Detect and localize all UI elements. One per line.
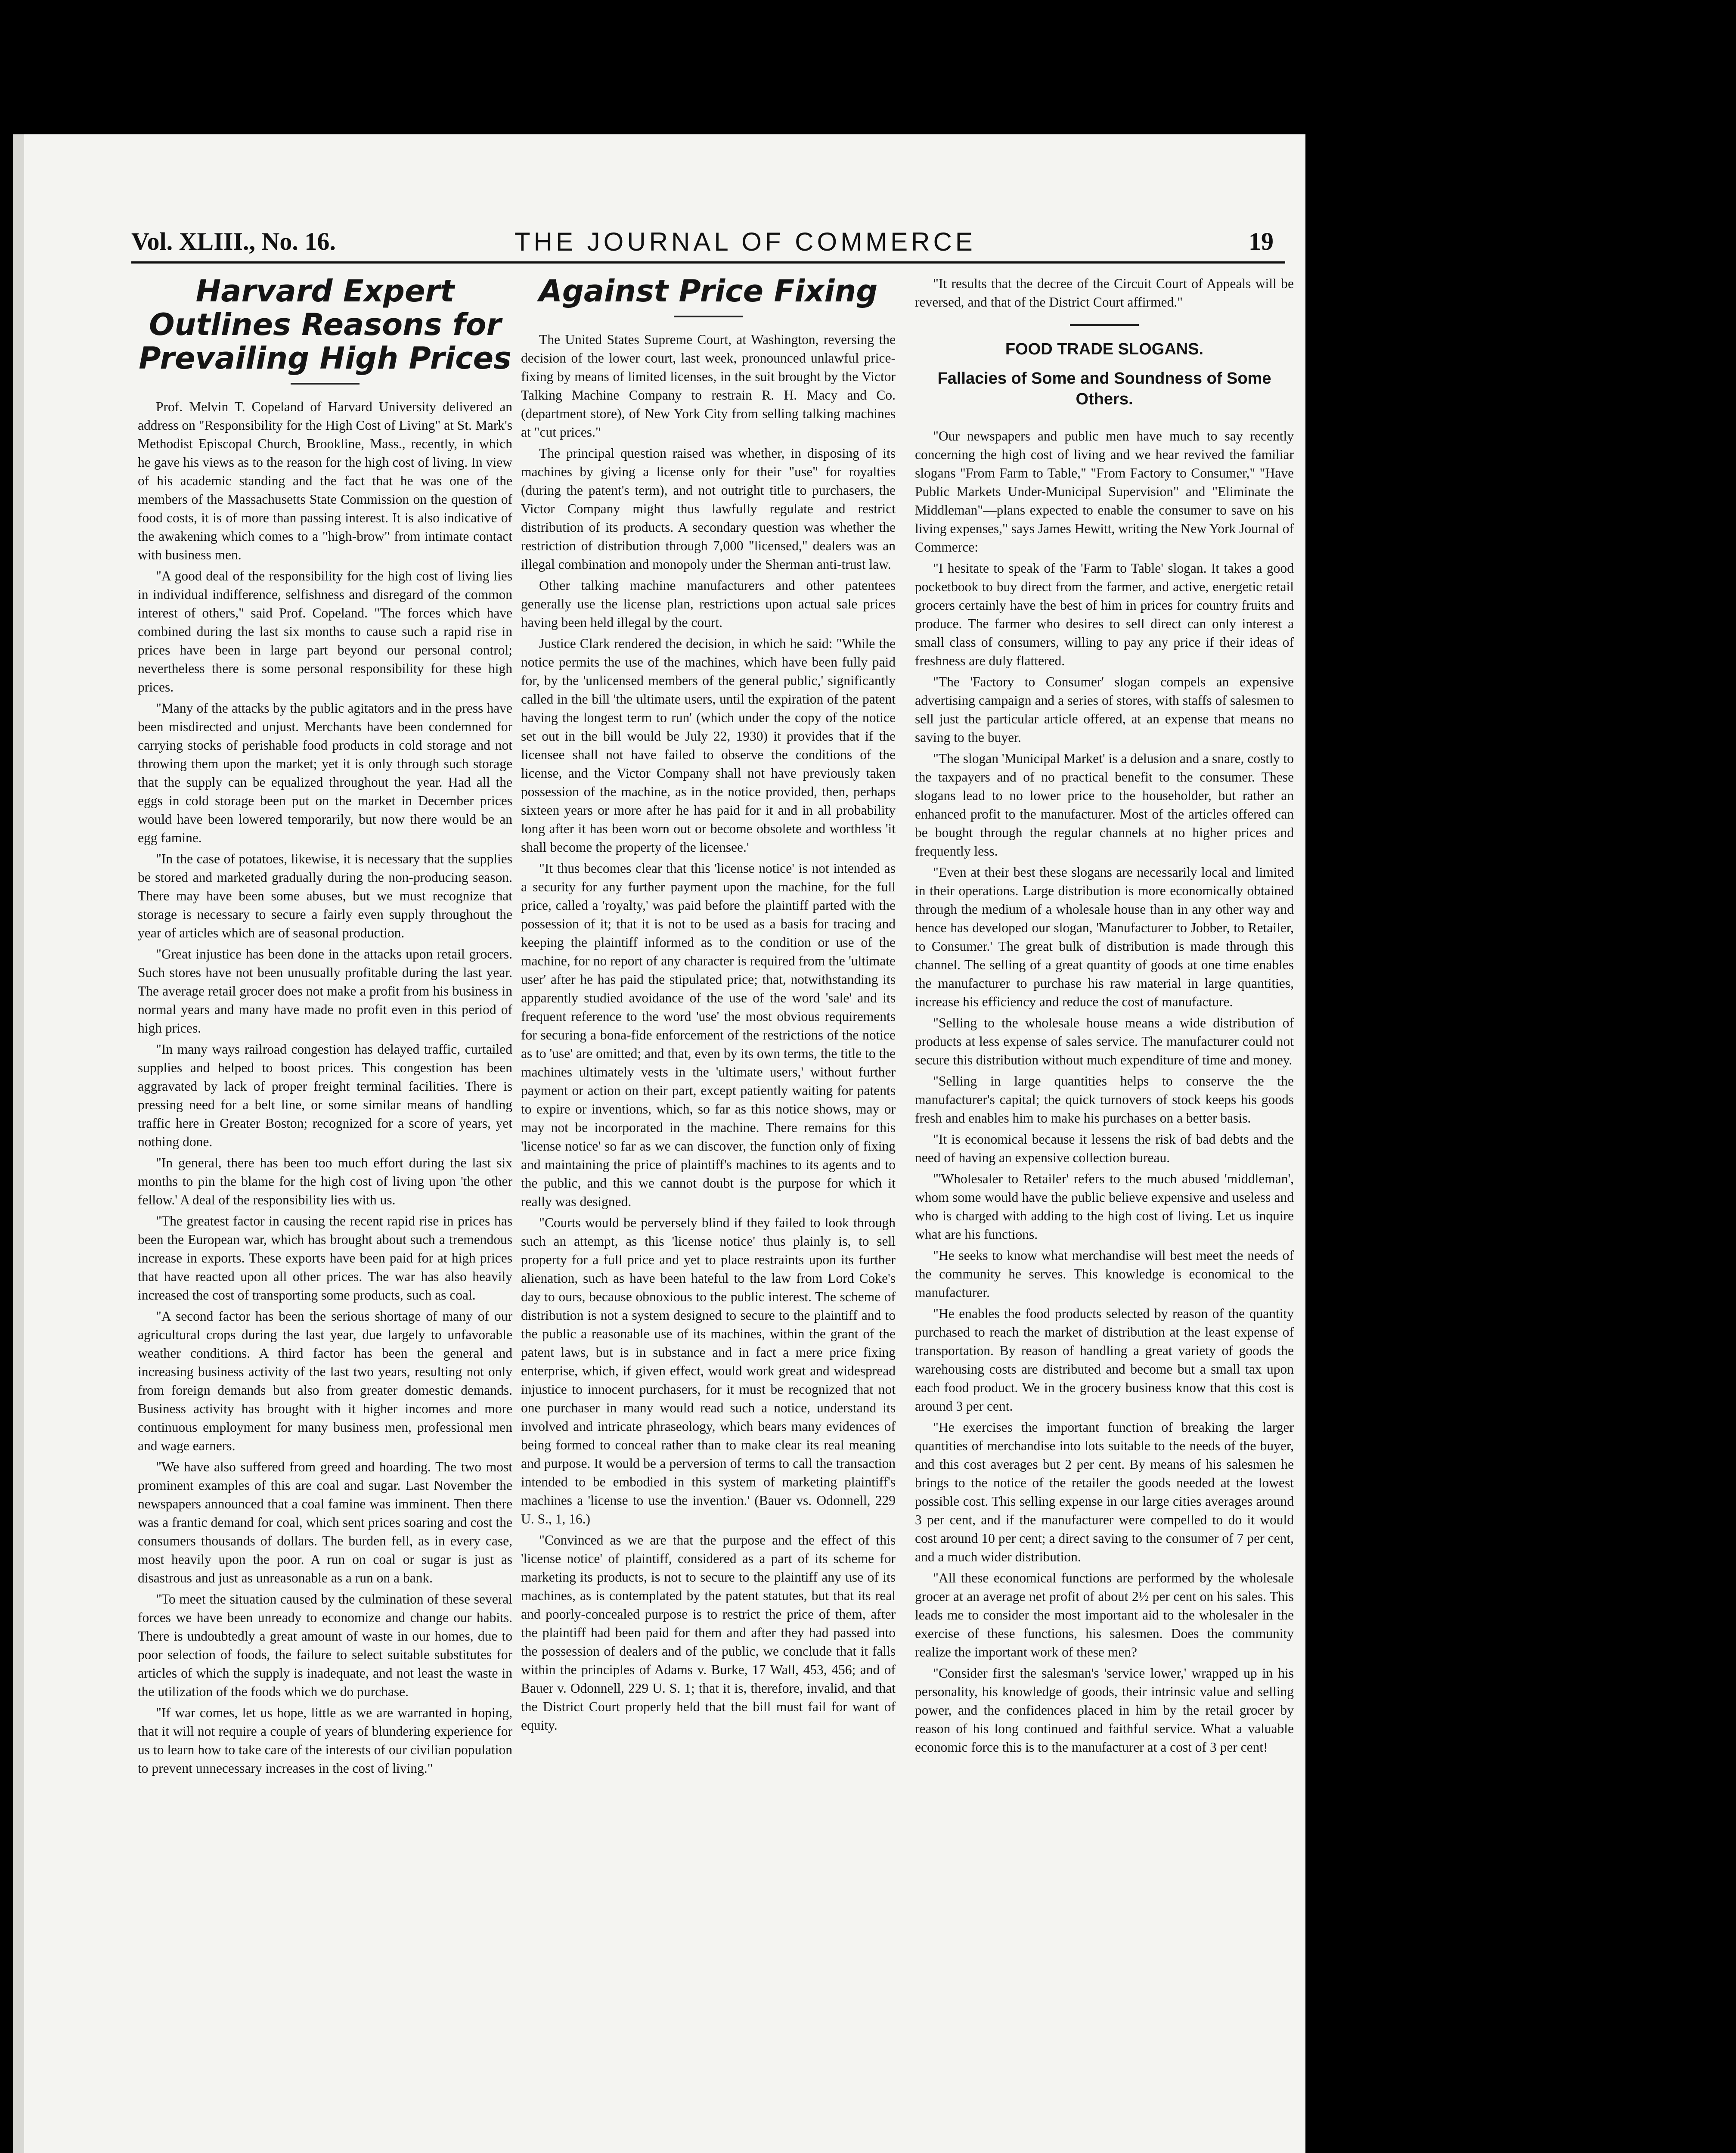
article-1-paragraph: "A second factor has been the serious shortage of many of our agricultural crops during the last year, due largely to unfavorable weather conditions. A third factor has been the general and increasing business activity of the last two years, resulting not only from foreign demands but also from greater domestic demands. Business activity has brought with it higher incomes and more continuous employment for many business men, professional men and wage earners.: [138, 1309, 512, 1453]
article-3-paragraph: "'Wholesaler to Retailer' refers to the much abused 'middleman', whom some would have the public believe expensive and useless and who is charged with adding to the high cost of living. Let us inquire what are his functions.: [915, 1171, 1294, 1242]
article-3-paragraph: "Consider first the salesman's 'service lower,' wrapped up in his personality, his knowledge of goods, their intrinsic value and selling power, and the confidences placed in him by the retail grocer by reason of his long continued and faithful service. What a valuable economic force this is to the manufacturer at a cost of 3 per cent!: [915, 1666, 1294, 1755]
article-3-paragraph: "Selling in large quantities helps to conserve the the manufacturer's capital; the quick turnovers of stock keeps his goods fresh and enables him to make his purchases on a better basis.: [915, 1073, 1294, 1126]
article-2-continuation: "It results that the decree of the Circuit Court of Appeals will be reversed, and that of the District Court affirmed.": [915, 276, 1294, 310]
article-2-paragraph: Justice Clark rendered the decision, in which he said: "While the notice permits the use of the machines, which have been fully paid for, by the 'unlicensed members of the general public,' significantly called in the bill 'the ultimate users, until the expiration of the patent having the longest term to run' (which under the copy of the notice set out in the bill would be July 22, 1930) it provides that if the licensee shall not have failed to observe the conditions of the license, and the Victor Company shall not have previously taken possession of the machine, as in the notice provided, then, perhaps sixteen years or more after he has paid for it and in all probability long after it has been worn out or become obsolete and worthless 'it shall become the property of the licensee.': [521, 636, 896, 855]
article-1-paragraph: "In general, there has been too much effort during the last six months to pin the blame for the high cost of living upon 'the other fellow.' A deal of the responsibility lies with us.: [138, 1155, 512, 1207]
article-1-paragraph: "If war comes, let us hope, little as we are warranted in hoping, that it will not require a couple of years of blundering experience for us to learn how to take care of the interests of our civilian population to prevent unnecessary increases in the cost of living.": [138, 1705, 512, 1776]
article-1-paragraph: "We have also suffered from greed and hoarding. The two most prominent examples of this are coal and sugar. Last November the newspapers announced that a coal famine was imminent. Then there was a frantic demand for coal, which sent prices soaring and cost the consumers thousands of dollars. The burden fell, as in every case, most heavily upon the poor. A run on coal or sugar is just as disastrous and just as unreasonable as a run on a bank.: [138, 1459, 512, 1585]
article-3-headline: FOOD TRADE SLOGANS.: [1005, 340, 1204, 358]
section-rule: [1070, 324, 1139, 326]
article-3-subheadline: Fallacies of Some and Soundness of Some Others.: [937, 369, 1271, 408]
header-rule: [131, 261, 1285, 264]
article-2-paragraph: "It thus becomes clear that this 'license notice' is not intended as a security for any further payment upon the machine, for the full price, called a 'royalty,' was paid before the plaintiff parted with the possession of it; that it is not to be used as a basis for tracing and keeping the plaintiff informed as to the condition or use of the machine, for no report of any character is required from the 'ultimate user' after he has paid the stipulated price; that, notwithstanding its apparently studied avoidance of the use of the word 'sale' and its frequent reference to the word 'use' the most obvious requirements for securing a bona-fide enforcement of the restrictions of the notice as to 'use' are omitted; and that, even by its own terms, the title to the machines ultimately vests in the 'ultimate users,' without further payment or action on their part, except patiently waiting for patents to expire or inventions, which, so far as this notice shows, may or may not be incorporated in the machine. There remains for this 'license notice' so far as we can discover, the function only of fixing and maintaining the price of plaintiff's machines to its agents and to the public, and this we cannot doubt is the purpose for which it really was designed.: [521, 861, 896, 1209]
article-2-paragraph: "Convinced as we are that the purpose and the effect of this 'license notice' of plaintiff, considered as a part of its scheme for marketing its products, is not to secure to the plaintiff any use of its machines, as is contemplated by the patent statutes, but that its real and poorly-concealed purpose is to restrict the price of them, after the plaintiff had been paid for them and after they had passed into the possession of dealers and of the public, we conclude that it falls within the principles of Adams v. Burke, 17 Wall, 453, 456; and of Bauer v. Odonnell, 229 U. S. 1; that it is, therefore, invalid, and that the District Court properly held that the bill must fail for want of equity.: [521, 1533, 896, 1733]
article-2-paragraph: The United States Supreme Court, at Washington, reversing the decision of the lower court, last week, pronounced unlawful price-fixing by means of limited licenses, in the suit brought by the Victor Talking Machine Company to restrain R. H. Macy and Co. (department store), of New York City from selling talking machines at "cut prices.": [521, 332, 896, 440]
article-3-paragraph: "I hesitate to speak of the 'Farm to Table' slogan. It takes a good pocketbook to buy direct from the farmer, and active, energetic retail grocers certainly have the best of him in prices for country fruits and produce. The farmer who desires to sell direct can only interest a small class of consumers, willing to pay any price if their ideas of freshness are duly flattered.: [915, 561, 1294, 668]
column-3: [915, 274, 1294, 1759]
article-2-headline: Against Price Fixing: [539, 273, 878, 309]
article-1-paragraph: "A good deal of the responsibility for the high cost of living lies in individual indifference, selfishness and disregard of the common interest of others," said Prof. Copeland. "The forces which have combined during the last six months to cause such a rapid rise in prices have been in large part beyond our personal control; nevertheless there is some personal responsibility for these high prices.: [138, 568, 512, 695]
article-3-paragraph: "He enables the food products selected by reason of the quantity purchased to reach the market of distribution at the least expense of transportation. By reason of handling a great variety of goods the warehousing costs are distributed and become but a small tax upon each food product. We in the grocery business know that this cost is around 3 per cent.: [915, 1306, 1294, 1414]
headline-rule: [291, 383, 360, 385]
article-1-paragraph: "In the case of potatoes, likewise, it is necessary that the supplies be stored and marketed gradually during the non-producing season. There may have been some abuses, but we must recognize that storage is necessary to secure a fairly even supply throughout the year of articles which are of seasonal production.: [138, 851, 512, 940]
article-3-paragraph: "The slogan 'Municipal Market' is a delusion and a snare, costly to the taxpayers and of no practical benefit to the consumer. These slogans lead to no lower price to the householder, but rather an enhanced profit to the manufacturer. Most of the articles offered can be bought through the regular channels at no higher prices and frequently less.: [915, 751, 1294, 859]
article-3-paragraph: "All these economical functions are performed by the wholesale grocer at an average net profit of about 2½ per cent on his sales. This leads me to consider the most important aid to the wholesaler in the exercise of these functions, his salesmen. Does the community realize the important work of these men?: [915, 1570, 1294, 1660]
article-3-paragraph: "It is economical because it lessens the risk of bad debts and the need of having an expensive collection bureau.: [915, 1132, 1294, 1165]
page-number: 19: [1249, 227, 1274, 255]
article-1-paragraph: "To meet the situation caused by the culmination of these several forces we have been unready to economize and change our habits. There is undoubtedly a great amount of waste in our homes, due to poor selection of foods, the failure to select suitable substitutes for articles of which the supply is inadequate, and not least the waste in the utilization of the foods which we do purchase.: [138, 1591, 512, 1699]
article-2-paragraph: "Courts would be perversely blind if they failed to look through such an attempt, as this 'license notice' thus plainly is, to sell property for a full price and yet to place restraints upon its further alienation, such as have been hateful to the law from Lord Coke's day to ours, because obnoxious to the public interest. The scheme of distribution is not a system designed to secure to the plaintiff and to the public a reasonable use of its machines, within the grant of the patent laws, but is in substance and in fact a mere price fixing enterprise, which, if given effect, would work great and widespread injustice to innocent purchasers, for it must be recognized that not one purchaser in many would read such a notice, understand its involved and intricate phraseology, which bears many evidences of being formed to conceal rather than to make clear its real meaning and purpose. It would be a perversion of terms to call the transaction intended to be embodied in this system of marketing plaintiff's machines a 'license to use the invention.' (Bauer vs. Odonnell, 229 U. S., 1, 16.): [521, 1215, 896, 1526]
article-1-paragraph: "In many ways railroad congestion has delayed traffic, curtailed supplies and helped to boost prices. This congestion has been aggravated by lack of proper freight terminal facilities. There is pressing need for a belt line, or some similar means of handling traffic here in Greater Boston; recognized for a score of years, yet nothing done.: [138, 1042, 512, 1149]
column-2: [521, 274, 896, 1737]
article-2-paragraph: Other talking machine manufacturers and other patentees generally use the license plan, restrictions upon actual sale prices having been held illegal by the court.: [521, 578, 896, 630]
article-1-headline: Harvard Expert Outlines Reasons for Prevailing High Prices: [139, 273, 512, 376]
publication-title: THE JOURNAL OF COMMERCE: [515, 227, 976, 256]
article-1-paragraph: "Many of the attacks by the public agitators and in the press have been misdirected and unjust. Merchants have been condemned for carrying stocks of perishable food products in cold storage and not throwing them upon the market; yet it is only through such storage that the supply can be equalized throughout the year. Had all the eggs in cold storage been put on the market in December prices would have been lowered temporarily, but now there would be an egg famine.: [138, 701, 512, 845]
article-2-paragraph: The principal question raised was whether, in disposing of its machines by giving a license only for their "use" for royalties (during the patent's term), and not outright title to purchasers, the Victor Company might thus lawfully regulate and restrict distribution of its products. A secondary question was whether the restriction of distribution through 7,000 "licensed," dealers was an illegal combination and monopoly under the Sherman anti-trust law.: [521, 446, 896, 572]
article-1-paragraph: Prof. Melvin T. Copeland of Harvard University delivered an address on "Responsibility for the High Cost of Living" at St. Mark's Methodist Episcopal Church, Brookline, Mass., recently, in which he gave his views as to the reason for the high cost of living. In view of his academic standing and the fact that he was one of the members of the Massachusetts State Commission on the question of food costs, it is of more than passing interest. It is also indicative of the awakening which comes to a "high-brow" from intimate contact with business men.: [138, 399, 512, 562]
article-3-paragraph: "Selling to the wholesale house means a wide distribution of products at less expense of sales service. The manufacturer could not secure this distribution without much expenditure of time and money.: [915, 1015, 1294, 1067]
newspaper-page: [13, 134, 1305, 2153]
column-1: [138, 274, 512, 1780]
article-3-paragraph: "He exercises the important function of breaking the larger quantities of merchandise into lots suitable to the needs of the buyer, and this cost averages but 2 per cent. By means of his salesmen he brings to the notice of the retailer the goods needed at the lowest possible cost. This selling expense in our large cities averages around 3 per cent, and if the manufacturer were compelled to do it would cost around 10 per cent; a direct saving to the consumer of 7 per cent, and a much wider distribution.: [915, 1420, 1294, 1564]
article-1-paragraph: "The greatest factor in causing the recent rapid rise in prices has been the European war, which has brought about such a tremendous increase in exports. These exports have been paid for at high prices that have reacted upon all other prices. The war has also heavily increased the cost of transporting some products, such as coal.: [138, 1213, 512, 1303]
article-1-paragraph: "Great injustice has been done in the attacks upon retail grocers. Such stores have not been unusually profitable during the last year. The average retail grocer does not make a profit from his business in normal years and many have made no profit even in this period of high prices.: [138, 946, 512, 1036]
article-3-paragraph: "He seeks to know what merchandise will best meet the needs of the community he serves. This knowledge is economical to the manufacturer.: [915, 1248, 1294, 1300]
headline-rule: [674, 316, 743, 317]
article-3-paragraph: "Even at their best these slogans are necessarily local and limited in their operations. Large distribution is more economically obtained through the medium of a wholesale house than in any other way and hence has developed our slogan, 'Manufacturer to Jobber, to Retailer, to Consumer.' The great bulk of distribution is made through this channel. The selling of a great quantity of goods at one time enables the manufacturer to purchase his raw material in large quantities, increase his efficiency and reduce the cost of manufacture.: [915, 865, 1294, 1009]
page-edge: [13, 134, 24, 2153]
article-3-paragraph: "Our newspapers and public men have much to say recently concerning the high cost of living and we hear revived the familiar slogans "From Farm to Table," "From Factory to Consumer," "Have Public Markets Under-Municipal Supervision" and "Eliminate the Middleman"—plans expected to enable the consumer to save on his living expenses," says James Hewitt, writing the New York Journal of Commerce:: [915, 428, 1294, 555]
article-3-paragraph: "The 'Factory to Consumer' slogan compels an expensive advertising campaign and a series of stores, with staffs of salesmen to sell just the particular article offered, at an expense that means no saving to the buyer.: [915, 674, 1294, 745]
volume-number: Vol. XLIII., No. 16.: [131, 227, 336, 255]
